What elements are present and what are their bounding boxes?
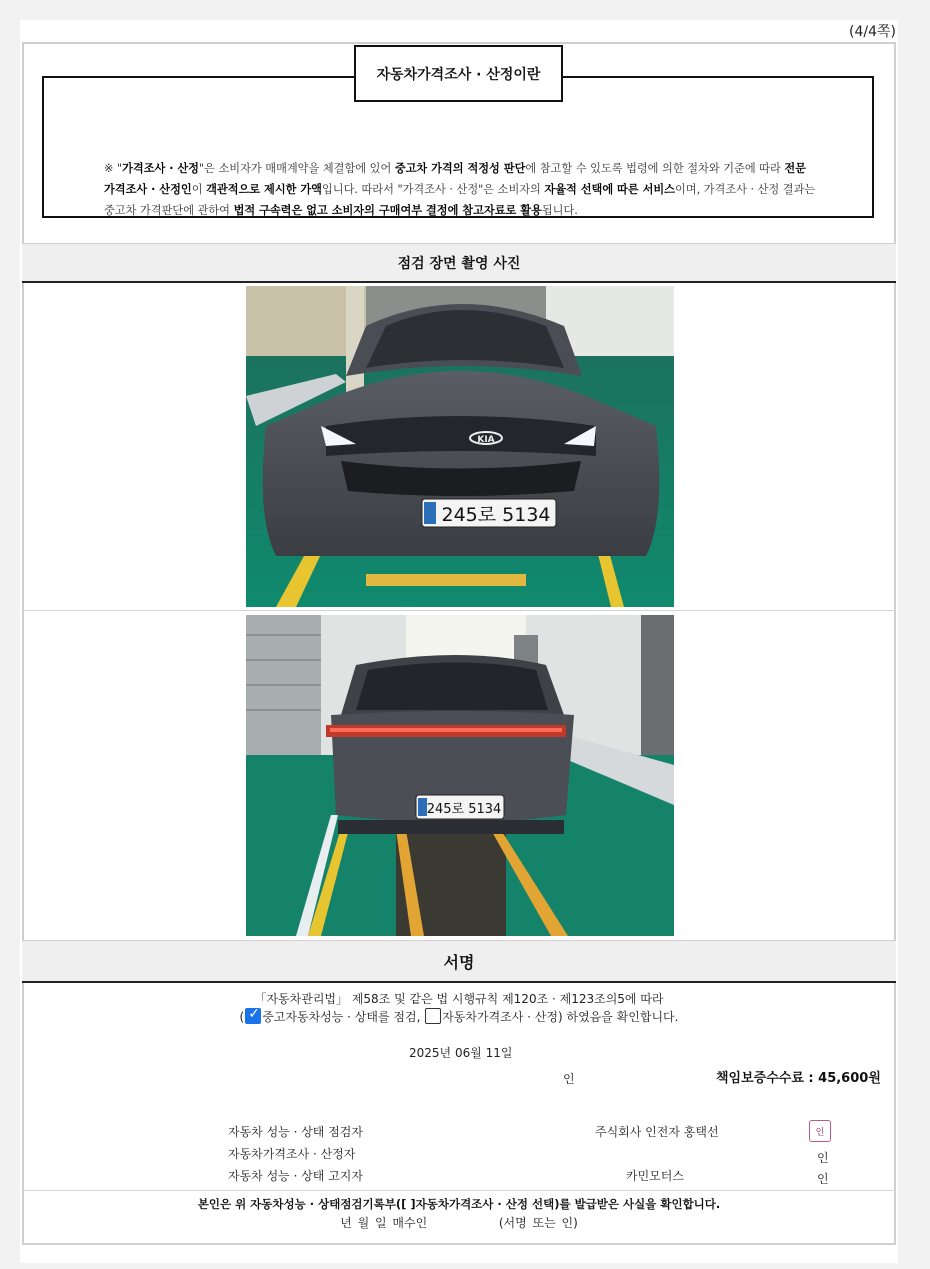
photo-section-title: 점검 장면 촬영 사진 <box>22 243 896 283</box>
kia-logo: KIA <box>477 435 495 445</box>
photo-divider <box>22 610 896 611</box>
page-number: (4/4쪽) <box>849 24 896 40</box>
notifier-seal: 인 <box>817 1172 829 1186</box>
rear-license-plate: 245로 5134 <box>426 802 502 817</box>
buyer-sign-line <box>20 1214 898 1231</box>
inspector-stamp: 인 <box>809 1120 831 1142</box>
open-paren: ( <box>239 1010 245 1024</box>
buyer-label: 년 월 일 매수인 <box>340 1216 428 1230</box>
front-inspection-photo <box>246 286 674 607</box>
inspector-name: 주식회사 인전자 홍택선 <box>595 1125 719 1139</box>
seal-mark: 인 <box>563 1072 575 1086</box>
signature-section-title: 서명 <box>22 940 896 983</box>
receipt-confirmation: 본인은 위 자동차성능 · 상태점검기록부([ ]자동차가격조사 · 산정 선택)를 발급받은 사실을 확인합니다. <box>197 1197 721 1211</box>
inspector-label: 자동차 성능 · 상태 점검자 <box>228 1125 363 1139</box>
front-license-plate: 245로 5134 <box>441 504 551 526</box>
rear-inspection-photo <box>246 615 674 936</box>
inspection-checkbox[interactable] <box>245 1008 261 1024</box>
buyer-signature-field[interactable]: (서명 또는 인) <box>498 1216 578 1230</box>
appraisal-option-label: 자동차가격조사 · 산정 <box>442 1010 558 1024</box>
warranty-fee: 책임보증수수료 : 45,600원 <box>716 1071 881 1086</box>
issue-date: 2025년 06월 11일 <box>409 1046 513 1060</box>
document-page <box>20 20 898 1263</box>
appraiser-label: 자동차가격조사 · 산정자 <box>228 1147 356 1161</box>
confirm-divider <box>22 1190 896 1191</box>
appraisal-checkbox[interactable] <box>425 1008 441 1024</box>
notifier-name: 카민모터스 <box>626 1169 684 1183</box>
appraiser-seal: 인 <box>817 1151 829 1165</box>
inspection-option-label: 중고자동차성능 · 상태를 점검, <box>262 1010 421 1024</box>
info-title: 자동차가격조사 · 산정이란 <box>354 45 563 102</box>
confirmation-suffix: ) 하였음을 확인합니다. <box>558 1010 679 1024</box>
law-reference: 「자동차관리법」 제58조 및 같은 법 시행규칙 제120조 · 제123조의5에 따라 <box>254 992 664 1006</box>
info-description: ※ "가격조사 · 산정"은 소비자가 매매계약을 체결함에 있어 중고차 가격의 적정성 판단에 참고할 수 있도록 법령에 의한 절차와 기준에 따라 전문 가격조사 · 산정인이 객관적으로 제시한 가액입니다. 따라서 "가격조사 · 산정"은 소비자의 자율적 선택에 따른 서비스이며, 가격조사 · 산정 결과는 중고차 가격판단에 관하여 법적 구속력은 없고 소비자의 구매여부 결정에 참고자료로 활용됩니다. <box>104 162 816 217</box>
notifier-label: 자동차 성능 · 상태 고지자 <box>228 1169 363 1183</box>
confirmation-options <box>20 1008 898 1025</box>
